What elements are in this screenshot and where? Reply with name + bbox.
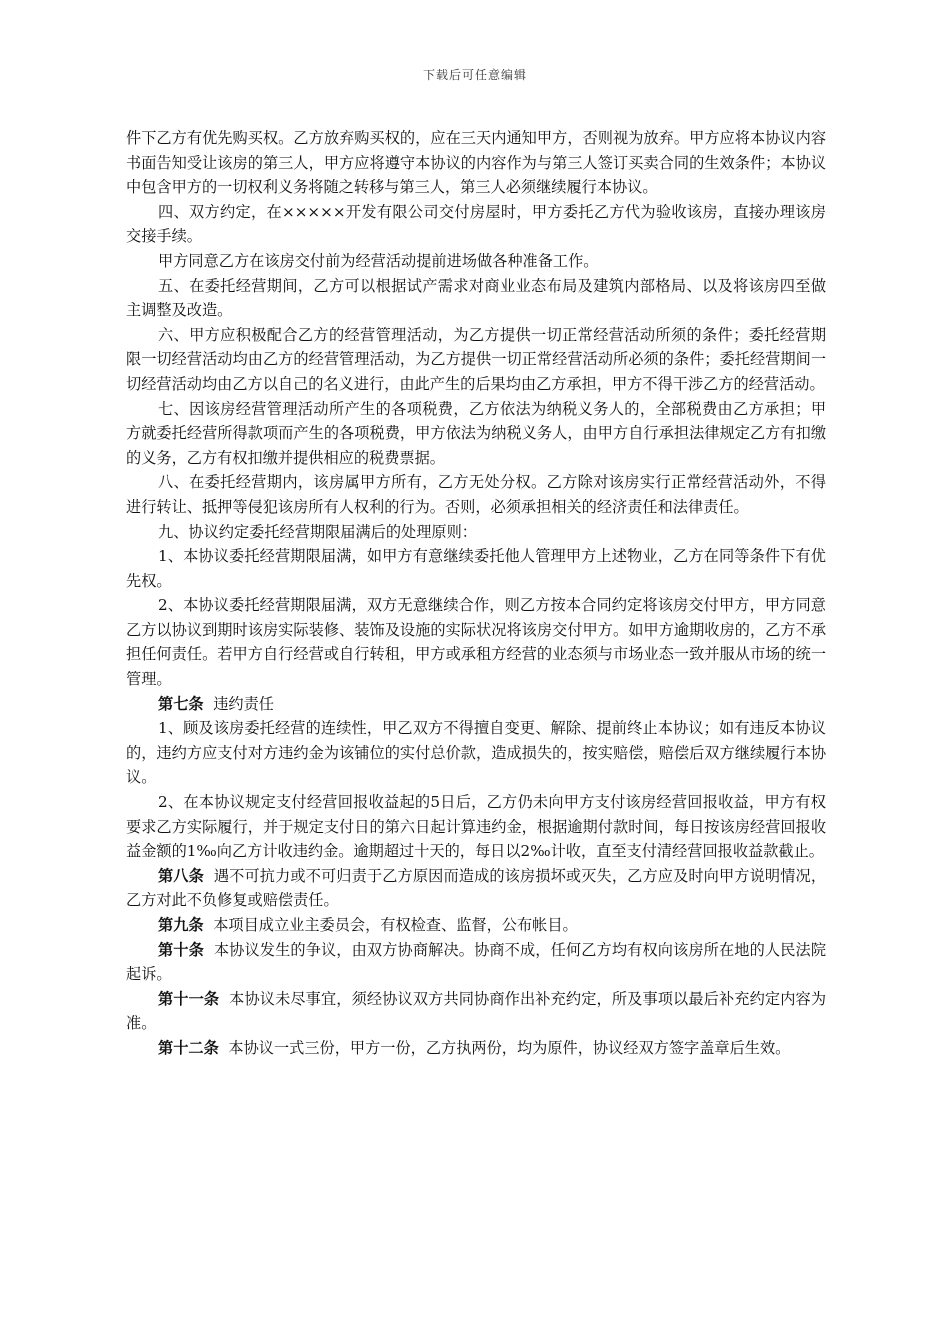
paragraph-text: 2、在本协议规定支付经营回报收益起的5日后，乙方仍未向甲方支付该房经营回报收益，甲方有权要求乙方实际履行，并于规定支付日的第六日起计算违约金，根据逾期付款时间，每日按该房经营回报收益金额的1‰向乙方计收违约金。逾期超过十天的，每日以2‰计收，直至支付清经营回报收益款截止。 [126, 793, 826, 861]
paragraph-breach-2 [126, 790, 826, 864]
article-12 [126, 1036, 826, 1061]
article-label: 第十二条 [158, 1038, 219, 1057]
paragraph-clause-4 [126, 200, 826, 249]
paragraph-text: 遇不可抗力或不可归责于乙方原因而造成的该房损坏或灭失，乙方应及时向甲方说明情况，乙方对此不负修复或赔偿责任。 [126, 866, 827, 910]
paragraph-text: 2、本协议委托经营期限届满，双方无意继续合作，则乙方按本合同约定将该房交付甲方，甲方同意乙方以协议到期时该房实际装修、装饰及设施的实际状况将该房交付甲方。如甲方逾期收房的，乙方不承担任何责任。若甲方自行经营或自行转租，甲方或承租方经营的业态须与市场业态一致并服从市场的统一管理。 [126, 596, 826, 689]
paragraph-clause-5 [126, 274, 826, 323]
paragraph-text: 1、顾及该房委托经营的连续性，甲乙双方不得擅自变更、解除、提前终止本协议；如有违反本协议的，违约方应支付对方违约金为该铺位的实付总价款，造成损失的，按实赔偿，赔偿后双方继续履行本协议。 [126, 719, 826, 787]
article-7-heading [126, 692, 826, 717]
paragraph-text: 九、协议约定委托经营期限届满后的处理原则： [158, 522, 477, 541]
paragraph-text: 甲方同意乙方在该房交付前为经营活动提前进场做各种准备工作。 [158, 251, 599, 270]
paragraph-clause-9 [126, 520, 826, 545]
article-label: 第七条 [158, 694, 204, 713]
paragraph-text: 违约责任 [213, 694, 274, 713]
paragraph-breach-1 [126, 716, 826, 790]
article-label: 第八条 [158, 866, 204, 885]
paragraph-clause-7 [126, 397, 826, 471]
paragraph-item-2 [126, 593, 826, 691]
paragraph-text: 八、在委托经营期内，该房属甲方所有，乙方无处分权。乙方除对该房实行正常经营活动外，不得进行转让、抵押等侵犯该房所有人权利的行为。否则，必须承担相关的经济责任和法律责任。 [126, 473, 826, 516]
paragraph-text: 五、在委托经营期间，乙方可以根据试产需求对商业业态布局及建筑内部格局、以及将该房四至做主调整及改造。 [126, 276, 826, 320]
paragraph-text: 本项目成立业主委员会，有权检查、监督，公布帐目。 [213, 916, 578, 934]
paragraph-preparation [126, 249, 826, 274]
paragraph-item-1 [126, 544, 826, 593]
paragraph-text: 1、本协议委托经营期限届满，如甲方有意继续委托他人管理甲方上述物业，乙方在同等条件下有优先权。 [126, 547, 826, 590]
article-label: 第九条 [158, 916, 204, 934]
article-8 [126, 864, 826, 913]
paragraph-text: 本协议未尽事宜，须经协议双方共同协商作出补充约定，所及事项以最后补充约定内容为准。 [126, 989, 827, 1033]
article-label: 第十条 [158, 940, 204, 959]
page-header: 下载后可任意编辑 [422, 68, 527, 82]
article-11 [126, 987, 826, 1036]
paragraph-text: 件下乙方有优先购买权。乙方放弃购买权的，应在三天内通知甲方，否则视为放弃。甲方应将本协议内容书面告知受让该房的第三人，甲方应将遵守本协议的内容作为与第三人签订买卖合同的生效条件；本协议中包含甲方的一切权利义务将随之转移与第三人，第三人必须继续履行本协议。 [126, 129, 826, 197]
paragraph-text: 七、因该房经营管理活动所产生的各项税费，乙方依法为纳税义务人的，全部税费由乙方承担；甲方就委托经营所得款项而产生的各项税费，甲方依法为纳税义务人，由甲方自行承担法律规定乙方有扣缴的义务，乙方有权扣缴并提供相应的税费票据。 [126, 399, 826, 467]
article-9 [126, 913, 826, 938]
document-body [126, 126, 826, 1061]
paragraph-text: 四、双方约定，在×××××开发有限公司交付房屋时，甲方委托乙方代为验收该房，直接办理该房交接手续。 [126, 202, 826, 246]
paragraph-continuation [126, 126, 826, 200]
paragraph-clause-8 [126, 470, 826, 519]
article-label: 第十一条 [158, 989, 220, 1008]
paragraph-text: 本协议一式三份，甲方一份，乙方执两份，均为原件，协议经双方签字盖章后生效。 [228, 1038, 791, 1057]
article-10 [126, 938, 826, 987]
paragraph-clause-6 [126, 323, 826, 397]
paragraph-text: 六、甲方应积极配合乙方的经营管理活动，为乙方提供一切正常经营活动所须的条件；委托经营期限一切经营活动均由乙方的经营管理活动，为乙方提供一切正常经营活动所必须的条件；委托经营期间一切经营活动均由乙方以自己的名义进行，由此产生的后果均由乙方承担，甲方不得干涉乙方的经营活动。 [126, 325, 826, 393]
paragraph-text: 本协议发生的争议，由双方协商解决。协商不成，任何乙方均有权向该房所在地的人民法院起诉。 [126, 940, 827, 984]
